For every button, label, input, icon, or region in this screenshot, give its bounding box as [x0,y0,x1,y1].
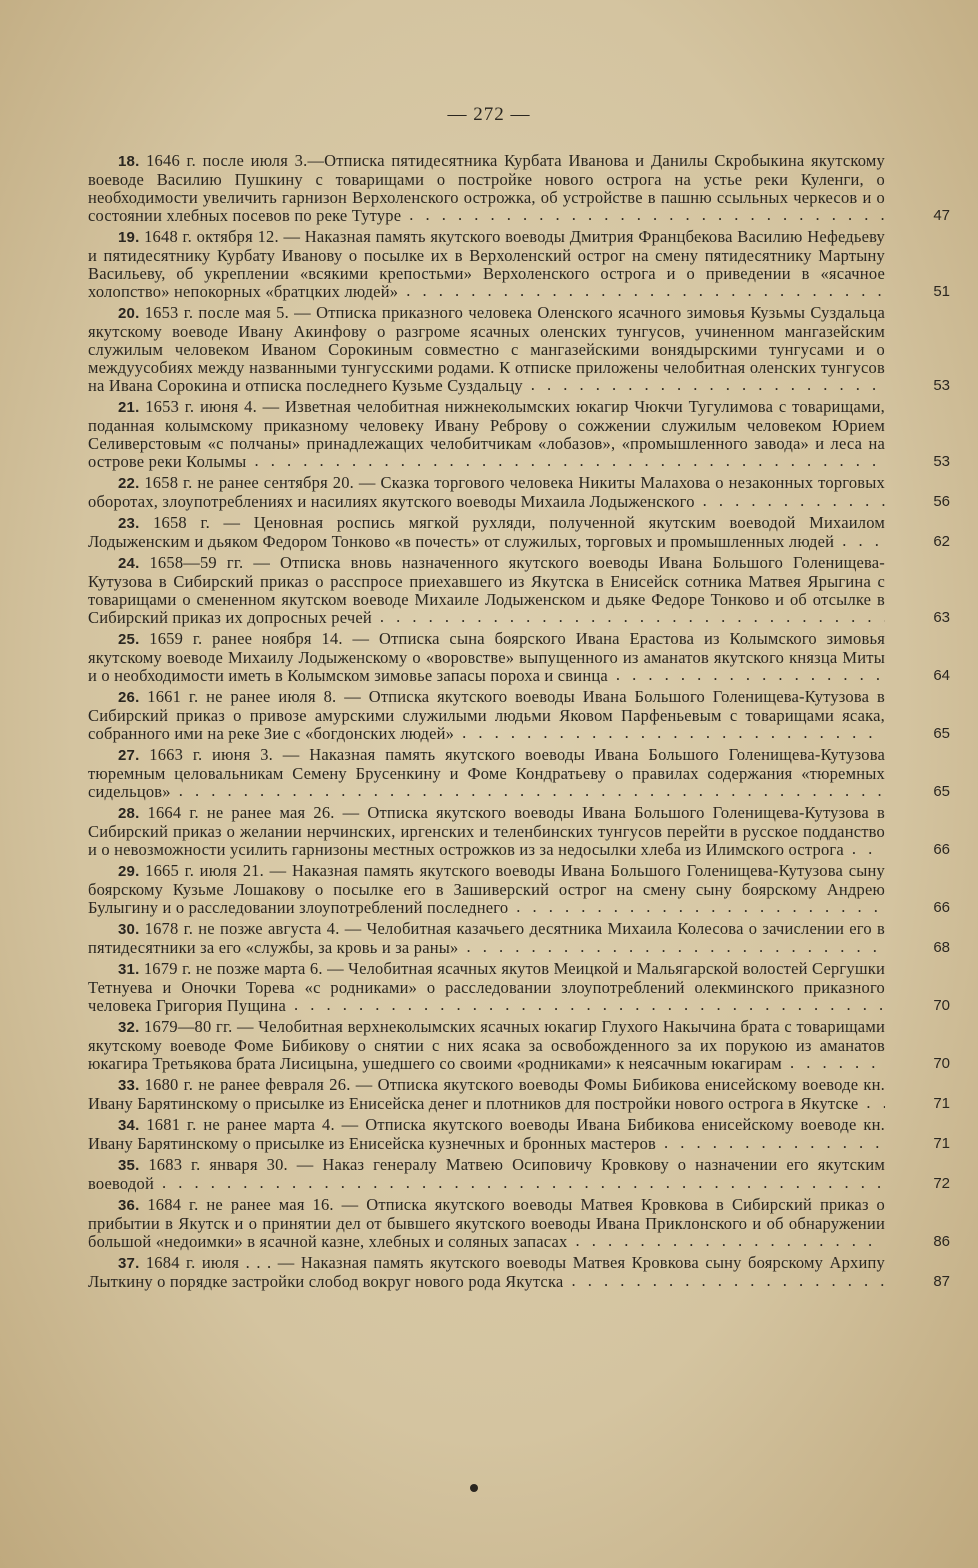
table-of-contents [88,152,950,1294]
entry-text-block [88,630,885,685]
entry-description: 1646 г. после июля 3.—Отписка пятидесятника Курбата Иванова и Данилы Скробыкина якутскому воеводе Василию Пушкину с товарищами о постройке нового острога на устье реки Куленги, о необходимости увеличить гарнизон Верхоленского острожка, об устройстве в пашню ссыльных черкесов и о состоянии хлебных посевов по реке Тутуре [88,152,885,225]
entry-description: 1653 г. после мая 5. — Отписка приказного человека Оленского ясачного зимовья Кузьмы Суздальца якутскому воеводе Ивану Акинфову о разгроме ясачных оленских тунгусов, учиненном мангазейским служилым человеком Иваном Сорокиным совместно с мангазейскими вонядырскими тунгусами и о междуусобиях между названными тунгусскими родами. К отписке приложены челобитная оленских тунгусов на Ивана Сорокина и отписка последнего Кузьме Суздальцу [88,304,885,395]
entry-page-number: 68 [933,939,950,956]
toc-entry [88,1018,950,1073]
toc-entry [88,920,950,957]
entry-page-number: 72 [933,1175,950,1192]
entry-number: 29. [118,863,140,880]
entry-page-number: 47 [933,207,950,224]
entry-text-block [88,1076,885,1113]
entry-page-number: 53 [933,453,950,470]
entry-page-number: 51 [933,283,950,300]
entry-number: 24. [118,555,140,572]
toc-entry [88,1196,950,1251]
page-number-header: — 272 — [447,104,531,125]
entry-description: 1653 г. июня 4. — Изветная челобитная нижнеколымских юкагир Чюкчи Тугулимова с товарищами, поданная колымскому приказному человеку Ивану Реброву о сожжении служилым человеком Юрием Селиверстовым «с полчаны» принадлежащих челобитчикам «лобазов», «промышленного завода» и леса на острове реки Колымы [88,398,885,471]
entry-text-block [88,1116,885,1153]
entry-description: 1665 г. июля 21. — Наказная память якутского воеводы Ивана Большого Голенищева-Кутузова сыну боярскому Кузьме Лошакову о посылке его в Зашиверский острог на смену сыну боярскому Андрею Булыгину и о расследовании злоупотреблений последнего [88,862,885,917]
entry-page-number: 66 [933,841,950,858]
entry-page-number: 87 [933,1273,950,1290]
entry-number: 32. [118,1019,140,1036]
toc-entry [88,1254,950,1291]
entry-description: 1658 г. не ранее сентября 20. — Сказка торгового человека Никиты Малахова о незаконных торговых оборотах, злоупотреблениях и насилиях якутского воеводы Михаила Лодыженского [88,474,885,511]
toc-entry [88,804,950,859]
entry-number: 19. [118,229,140,246]
entry-text-block [88,1196,885,1251]
entry-page-number: 65 [933,783,950,800]
toc-entry [88,630,950,685]
entry-number: 25. [118,631,140,648]
toc-entry [88,862,950,917]
entry-text-block [88,554,885,627]
entry-number: 26. [118,689,140,706]
entry-description: 1658 г. — Ценовная роспись мягкой рухляди, полученной якутским воеводой Михаилом Лодыженским и дьяком Федором Тонково «в почесть» от служилых, торговых и промышленных людей [88,514,885,551]
entry-description: 1679 г. не позже марта 6. — Челобитная ясачных якутов Меицкой и Мальягарской волостей Сергушки Тетнуева и Оночки Торева «с родниками» о расследовании злоупотреблений олекминского приказного человека Григория Пущина [88,960,885,1015]
entry-page-number: 71 [933,1095,950,1112]
toc-entry [88,304,950,395]
entry-page-number: 70 [933,1055,950,1072]
entry-text-block [88,746,885,801]
entry-number: 36. [118,1197,140,1214]
entry-description: 1659 г. ранее ноября 14. — Отписка сына боярского Ивана Ерастова из Колымского зимовья якутскому воеводе Михаилу Лодыженскому о «воровстве» выпущенного из аманатов якутского князца Миты и о необходимости иметь в Колымском зимовье запасы пороха и свинца [88,630,885,685]
entry-text-block [88,514,885,551]
toc-entry [88,152,950,225]
entry-page-number: 70 [933,997,950,1014]
entry-text-block [88,804,885,859]
entry-number: 27. [118,747,140,764]
entry-text-block [88,1254,885,1291]
entry-text-block [88,152,885,225]
entry-description: 1680 г. не ранее февраля 26. — Отписка якутского воеводы Фомы Бибикова енисейскому воеводе кн. Ивану Барятинскому о присылке из Енисейска денег и плотников для постройки нового острога в Якутске [88,1076,885,1113]
entry-number: 33. [118,1077,140,1094]
entry-page-number: 65 [933,725,950,742]
toc-entry [88,960,950,1015]
entry-page-number: 62 [933,533,950,550]
entry-number: 21. [118,399,140,416]
entry-page-number: 53 [933,377,950,394]
toc-entry [88,746,950,801]
entry-text-block [88,960,885,1015]
entry-description: 1658—59 гг. — Отписка вновь назначенного якутского воеводы Ивана Большого Голенищева-Кутузова в Сибирский приказ о расспросе приехавшего из Якутска в Енисейск сотника Матвея Ярыгина с товарищами о смененном якутском воеводе Михаиле Лодыженском и дьяке Федоре Тонково и об отсылке в Сибирский приказ их допросных речей [88,554,885,627]
entry-number: 31. [118,961,140,978]
toc-entry [88,514,950,551]
toc-entry [88,688,950,743]
entry-text-block [88,304,885,395]
entry-description: 1661 г. не ранее июля 8. — Отписка якутского воеводы Ивана Большого Голенищева-Кутузова в Сибирский приказ о привозе амурскими служилыми людьми Яковом Парфеньевым с товарищами ясака, собранного ими на реке Зие с «богдонских людей» [88,688,885,743]
entry-description: 1684 г. июля . . . — Наказная память якутского воеводы Матвея Кровкова сыну боярскому Архипу Лыткину о порядке застройки слобод вокруг нового рода Якутска [88,1254,885,1291]
toc-entry [88,398,950,471]
entry-description: 1648 г. октября 12. — Наказная память якутского воеводы Дмитрия Францбекова Василию Нефедьеву и пятидесятнику Курбату Иванову о посылке их в Верхоленский острог на смену пятидесятнику Мартыну Васильеву, об укреплении «всякими крепостьми» Верхоленского острога и о приведении в «ясачное холопство» непокорных «братцких людей» [88,228,885,301]
entry-text-block [88,688,885,743]
entry-page-number: 63 [933,609,950,626]
entry-description: 1678 г. не позже августа 4. — Челобитная казачьего десятника Михаила Колесова о зачислении его в пятидесятники за его «службы, за кровь и за раны» [88,920,885,957]
entry-description: 1664 г. не ранее мая 26. — Отписка якутского воеводы Ивана Большого Голенищева-Кутузова в Сибирский приказ о желании нерчинских, иргенских и теленбинских тунгусов перейти в русское подданство и о невозможности усилить гарнизоны местных острожков из за недосылки хлеба из Илимского острога [88,804,885,859]
entry-number: 18. [118,153,140,170]
toc-entry [88,228,950,301]
entry-text-block [88,862,885,917]
entry-page-number: 86 [933,1233,950,1250]
toc-entry [88,554,950,627]
entry-number: 35. [118,1157,140,1174]
entry-text-block [88,1156,885,1193]
entry-description: 1684 г. не ранее мая 16. — Отписка якутского воеводы Матвея Кровкова в Сибирский приказ о прибытии в Якутск и о принятии дел от бывшего якутского воеводы Ивана Приклонского и об обнаружении большой «недоимки» в ясачной казне, хлебных и соляных запасах [88,1196,885,1251]
entry-text-block [88,474,885,511]
entry-page-number: 64 [933,667,950,684]
entry-text-block [88,920,885,957]
entry-description: 1683 г. января 30. — Наказ генералу Матвею Осиповичу Кровкову о назначении его якутским воеводой [88,1156,885,1193]
toc-entry [88,1156,950,1193]
entry-text-block [88,398,885,471]
entry-number: 34. [118,1117,140,1134]
entry-number: 28. [118,805,140,822]
entry-description: 1681 г. не ранее марта 4. — Отписка якутского воеводы Ивана Бибикова енисейскому воеводе кн. Ивану Барятинскому о присылке из Енисейска кузнечных и бронных мастеров [88,1116,885,1153]
entry-text-block [88,228,885,301]
ink-spot [470,1484,478,1492]
toc-entry [88,1116,950,1153]
entry-number: 37. [118,1255,140,1272]
entry-page-number: 56 [933,493,950,510]
entry-page-number: 66 [933,899,950,916]
entry-page-number: 71 [933,1135,950,1152]
entry-text-block [88,1018,885,1073]
entry-number: 22. [118,475,140,492]
entry-number: 20. [118,305,140,322]
toc-entry [88,474,950,511]
entry-number: 30. [118,921,140,938]
entry-description: 1663 г. июня 3. — Наказная память якутского воеводы Ивана Большого Голенищева-Кутузова тюремным целовальникам Семену Брусенкину и Фоме Кондратьеву о правилах содержания «тюремных сидельцов» [88,746,885,801]
entry-description: 1679—80 гг. — Челобитная верхнеколымских ясачных юкагир Глухого Накычина брата с товарищами якутскому воеводе Фоме Бибикову о снятии с них ясака за освобожденного за их порукою из аманатов юкагира Третьякова брата Лисицына, ушедшего со своими «родниками» к неясачным юкагирам [88,1018,885,1073]
toc-entry [88,1076,950,1113]
entry-number: 23. [118,515,140,532]
